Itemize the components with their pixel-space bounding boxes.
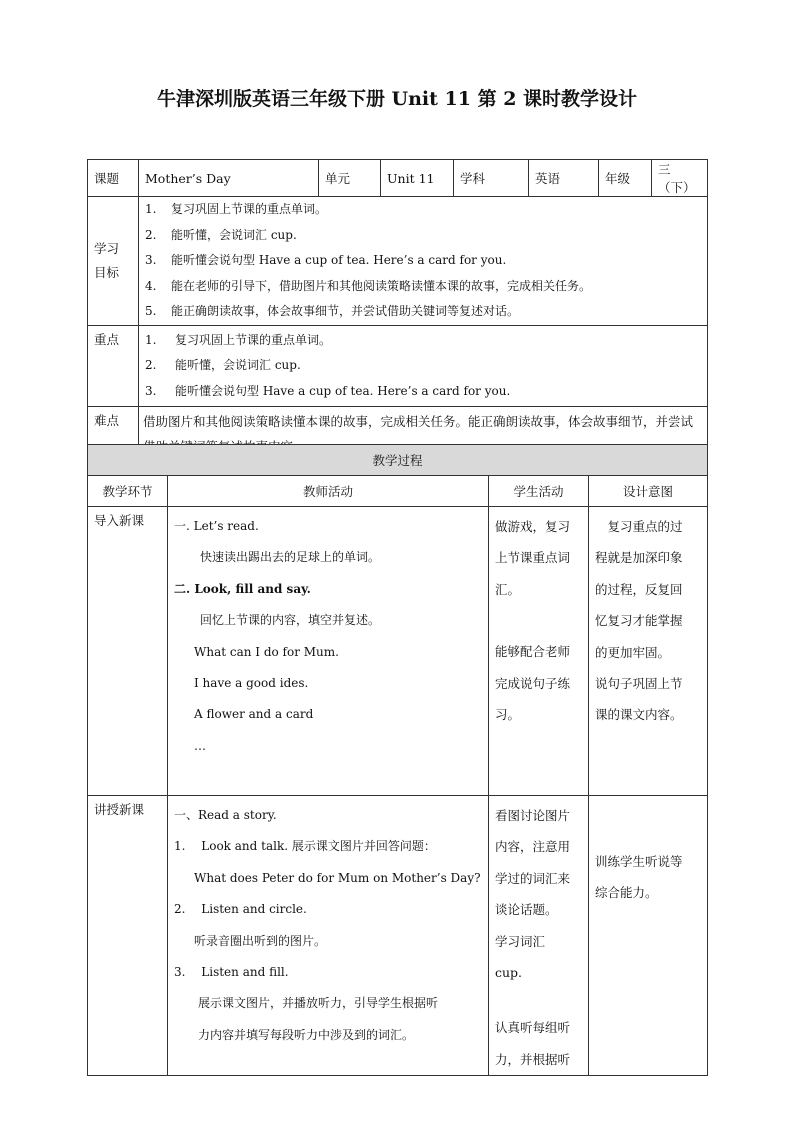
- difficulty-text: 借助图片和其他阅读策略读懂本课的故事，完成相关任务。能正确朗读故事，体会故事细节，并尝试: [139, 407, 708, 462]
- process-table: [87, 444, 708, 1076]
- list-item: 3. 能听懂会说句型 Have a cup of tea. Here’s a card for you.: [145, 253, 507, 268]
- col-teacher: 教师活动: [168, 476, 489, 507]
- objectives-list-cell: [139, 197, 708, 326]
- list-item: 4. 能在老师的引导下，借助图片和其他阅读策略读懂本课的故事，完成相关任务。: [145, 278, 592, 293]
- table-row: [88, 796, 708, 1076]
- info-row: [88, 160, 708, 197]
- grade-value: 三（下）: [652, 160, 708, 197]
- col-intent: 设计意图: [589, 476, 708, 507]
- difficulty-label: 难点: [88, 407, 139, 462]
- objectives-row: [88, 197, 708, 326]
- process-columns-row: [88, 476, 708, 507]
- stage-cell: 讲授新课: [88, 796, 168, 1076]
- stage-cell: 导入新课: [88, 507, 168, 796]
- col-student: 学生活动: [489, 476, 589, 507]
- col-stage: 教学环节: [88, 476, 168, 507]
- objectives-label: 学习 目标: [88, 197, 139, 326]
- topic-label: 课题: [88, 160, 139, 197]
- page-title: 牛津深圳版英语三年级下册 Unit 11 第 2 课时教学设计: [156, 88, 638, 110]
- objectives-list: [145, 197, 701, 325]
- teacher-activity-cell: 一. Let’s read. 快速读出踢出去的足球上的单词。 二. Look, fill and say. 回忆上节课的内容，填空并复述。 What can I do for Mum. I have a good ides. A flower and a card …: [168, 507, 489, 796]
- process-header-row: [88, 445, 708, 476]
- keypoints-row: [88, 326, 708, 407]
- grade-label: 年级: [599, 160, 652, 197]
- subject-value: 英语: [529, 160, 599, 197]
- student-activity-cell: 做游戏，复习 上节课重点词 汇。 能够配合老师 完成说句子练 习。: [489, 507, 589, 796]
- design-intent-cell: 复习重点的过 程就是加深印象 的过程，反复回 忆复习才能掌握 的更加牢固。 说句子巩固上节 课的课文内容。: [589, 507, 708, 796]
- list-item: 5. 能正确朗读故事，体会故事细节，并尝试借助关键词等复述对话。: [145, 304, 520, 319]
- table-row: [88, 507, 708, 796]
- keypoints-list-cell: [139, 326, 708, 407]
- keypoints-list: [145, 328, 701, 405]
- unit-value: Unit 11: [381, 160, 454, 197]
- lesson-info-table: [87, 159, 708, 462]
- list-item: 2. 能听懂，会说词汇 cup.: [145, 227, 297, 242]
- list-item: 1. 复习巩固上节课的重点单词。: [145, 332, 332, 347]
- process-header: 教学过程: [88, 445, 708, 476]
- student-activity-cell: 看图讨论图片 内容，注意用 学过的词汇来 谈论话题。 学习词汇 cup. 认真听每组听 力，并根据听: [489, 796, 589, 1076]
- list-item: 2. 能听懂，会说词汇 cup.: [145, 358, 301, 373]
- list-item: 1. 复习巩固上节课的重点单词。: [145, 202, 328, 217]
- design-intent-cell: 训练学生听说等 综合能力。: [589, 796, 708, 1076]
- keypoints-label: 重点: [88, 326, 139, 407]
- topic-value: Mother’s Day: [139, 160, 319, 197]
- teacher-activity-cell: 一、Read a story. 1. Look and talk. 展示课文图片并回答问题： What does Peter do for Mum on Mother’s Day? 2. Listen and circle. 听录音圈出听到的图片。 3. Listen and fill. 展示课文图片，并播放听力，引导学生根据听 力内容并填写每段听力中涉及到的词汇。: [168, 796, 489, 1076]
- unit-label: 单元: [319, 160, 381, 197]
- subject-label: 学科: [454, 160, 529, 197]
- list-item: 3. 能听懂会说句型 Have a cup of tea. Here’s a card for you.: [145, 383, 511, 398]
